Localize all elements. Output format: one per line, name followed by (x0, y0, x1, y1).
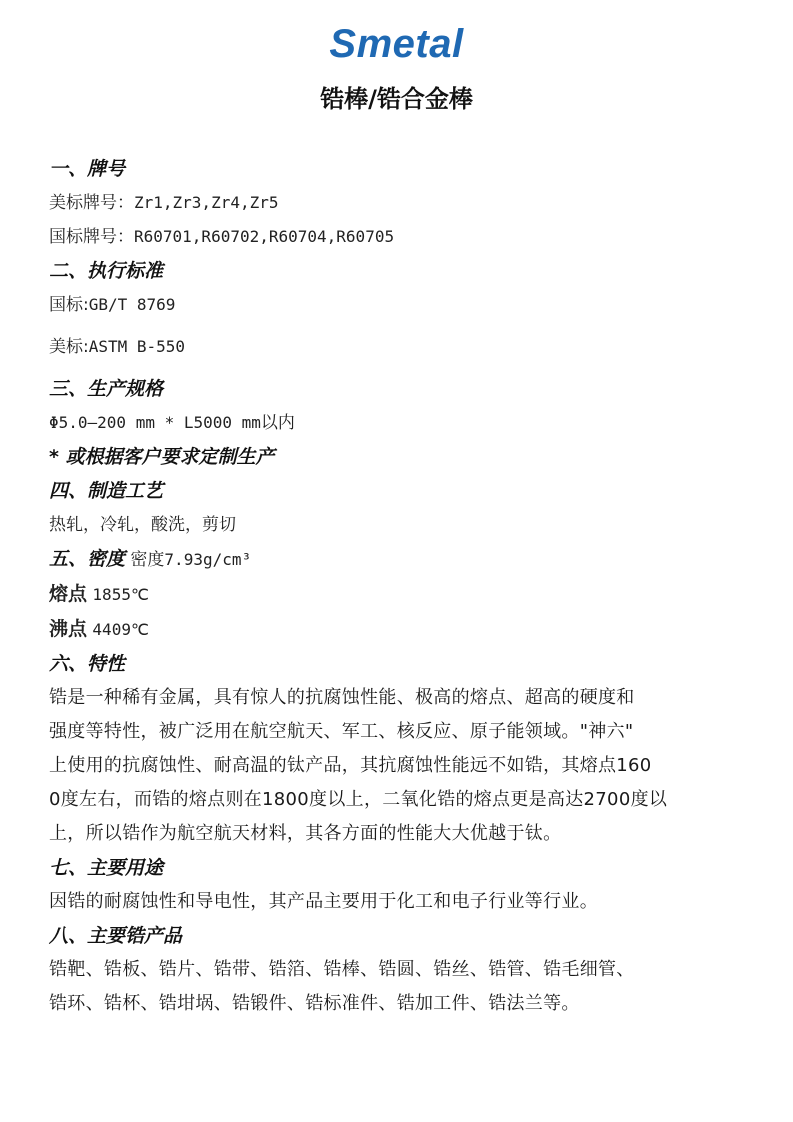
products-line-1: 锆靶、锆板、锆片、锆带、锆箔、锆棒、锆圆、锆丝、锆管、锆毛细管、 (49, 959, 635, 980)
cn-grade-label: 国标牌号： (49, 227, 134, 247)
properties-line-4: 0度左右，而锆的熔点则在1800度以上，二氧化锆的熔点更是高达2700度以 (49, 789, 668, 810)
properties-line-1: 锆是一种稀有金属，具有惊人的抗腐蚀性能、极高的熔点、超高的硬度和 (49, 687, 635, 708)
document-body (49, 152, 749, 1021)
properties-line-2: 强度等特性，被广泛用在航空航天、军工、核反应、原子能领域。"神六" (49, 721, 634, 742)
properties-line-5: 上，所以锆作为航空航天材料，其各方面的性能大大优越于钛。 (49, 823, 562, 844)
cn-grade-value: R60701,R60702,R60704,R60705 (134, 227, 395, 246)
us-standard-value: ASTM B-550 (88, 337, 186, 356)
page-title: 锆棒/锆合金棒 (320, 85, 473, 113)
uses-text: 因锆的耐腐蚀性和导电性，其产品主要用于化工和电子行业等行业。 (49, 891, 598, 912)
melting-point-line (49, 577, 749, 612)
process-text: 热轧，冷轧，酸洗，剪切 (49, 515, 236, 535)
section-heading-products: 八、主要锆产品 (49, 925, 183, 947)
section-heading-properties: 六、特性 (49, 653, 126, 675)
boiling-point-line (49, 612, 749, 647)
us-standard-label: 美标: (49, 337, 89, 357)
density-label: 密度 (130, 550, 165, 570)
boiling-point-value: 4409℃ (92, 620, 149, 639)
section-heading-standard: 二、执行标准 (49, 260, 164, 282)
us-grade-label: 美标牌号： (49, 193, 134, 213)
cn-standard-value: GB/T 8769 (88, 295, 176, 314)
section-heading-density: 五、密度 (49, 548, 126, 570)
us-grade-value: Zr1,Zr3,Zr4,Zr5 (134, 193, 279, 212)
spec-suffix: 以内 (260, 413, 295, 433)
boiling-point-label: 沸点 (49, 618, 88, 640)
melting-point-label: 熔点 (49, 583, 88, 605)
density-line (49, 542, 749, 577)
us-standard-line (49, 330, 749, 364)
brand-logo: Smetal (329, 22, 464, 66)
spec-line (49, 406, 749, 440)
spec-value: Φ5.0—200 mm * L5000 mm (49, 413, 261, 432)
cn-grade-line (49, 220, 749, 254)
us-grade-line (49, 186, 749, 220)
section-heading-grade: 一、牌号 (49, 158, 126, 180)
section-heading-uses: 七、主要用途 (49, 857, 164, 879)
section-heading-spec: 三、生产规格 (49, 378, 164, 400)
properties-line-3: 上使用的抗腐蚀性、耐高温的钛产品，其抗腐蚀性能远不如锆，其熔点160 (49, 755, 652, 776)
section-heading-process: 四、制造工艺 (49, 480, 164, 502)
products-line-2: 锆环、锆杯、锆坩埚、锆锻件、锆标准件、锆加工件、锆法兰等。 (49, 993, 580, 1014)
melting-point-value: 1855℃ (92, 585, 149, 604)
density-value: 7.93g/cm³ (164, 550, 252, 569)
custom-note: * 或根据客户要求定制生产 (49, 446, 275, 468)
cn-standard-label: 国标: (49, 295, 89, 315)
cn-standard-line (49, 288, 749, 322)
